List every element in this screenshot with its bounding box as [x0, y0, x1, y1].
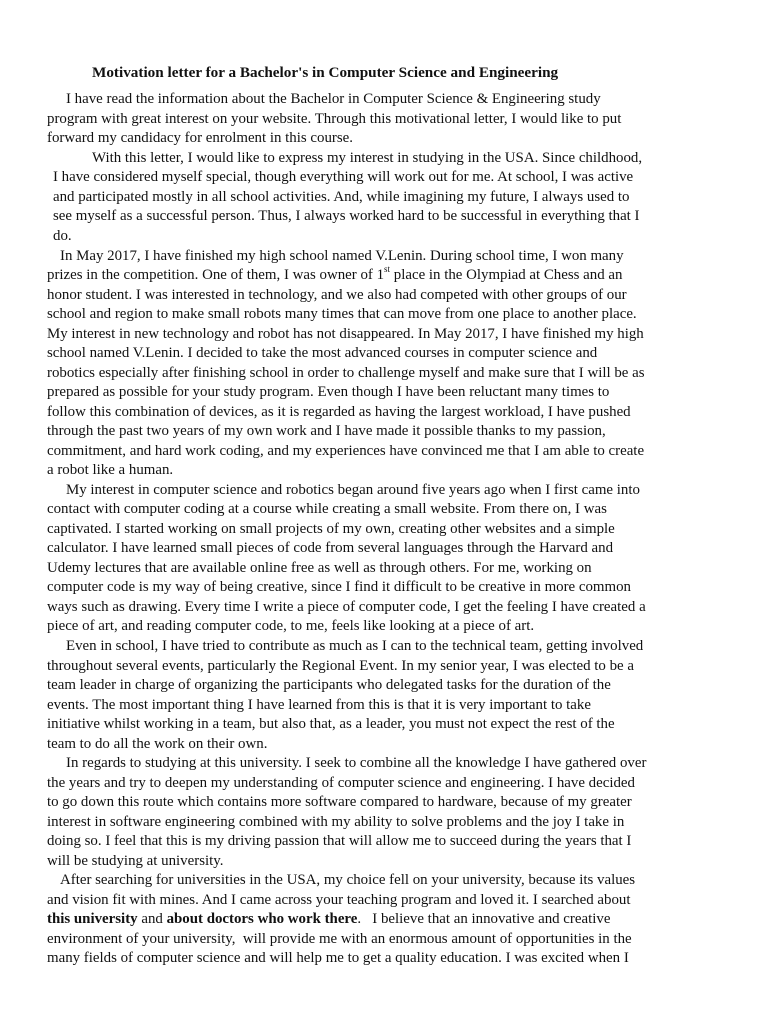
p5-line-6: team to do all the work on their own. [47, 736, 268, 752]
p4-line-3: captivated. I started working on small projects of my own, creating other websites and a simple [47, 521, 615, 537]
p7-line-3 [47, 910, 610, 930]
p5-line-2: throughout several events, particularly the Regional Event. In my senior year, I was elected to be a [47, 658, 634, 674]
p3-line-11: commitment, and hard work coding, and my experiences have convinced me that I am able to create [47, 443, 645, 459]
p6-line-1: In regards to studying at this university. I seek to combine all the knowledge I have gathered over [66, 755, 647, 771]
p6-line-6: will be studying at university. [47, 853, 224, 869]
p4-line-8: piece of art, and reading computer code, to me, feels like looking at a piece of art. [47, 618, 535, 634]
p1-line-2: program with great interest on your website. Through this motivational letter, I would like to put [47, 111, 622, 127]
p2-line-2: I have considered myself special, though everything will work out for me. At school, I was active [53, 169, 634, 185]
ordinal-superscript: st [384, 264, 391, 274]
letter-title: Motivation letter for a Bachelor's in Computer Science and Engineering [92, 64, 559, 81]
p3-line-9: follow this combination of devices, as it is regarded as having the largest workload, I have pushed [47, 404, 631, 420]
p6-line-2: the years and try to deepen my understanding of computer science and engineering. I have decided [47, 775, 635, 791]
p2-line-4: see myself as a successful person. Thus, I always worked hard to be successful in everything that I [53, 208, 640, 224]
p6-line-4: interest in software engineering combined with my ability to solve problems and the joy I take in [47, 814, 625, 830]
p2-line-5: do. [53, 228, 72, 244]
p7-line-3-mid: and [137, 911, 167, 927]
p4-line-1: My interest in computer science and robotics began around five years ago when I first came into [66, 482, 640, 498]
p2-line-1: With this letter, I would like to express my interest in studying in the USA. Since childhood, [92, 150, 643, 166]
p3-line-8: prepared as possible for your study program. Even though I have been reluctant many times to [47, 384, 610, 400]
p7-line-3-post: . I believe that an innovative and creative [357, 911, 611, 927]
p3-line-6: school named V.Lenin. I decided to take the most advanced courses in computer science and [47, 345, 598, 361]
p4-line-2: contact with computer coding at a course while creating a small website. From there on, I was [47, 501, 607, 517]
p1-line-3: forward my candidacy for enrolment in this course. [47, 130, 353, 146]
p4-line-4: calculator. I have learned small pieces of code from several languages through the Harvard and [47, 540, 614, 556]
p7-line-1: After searching for universities in the USA, my choice fell on your university, because its values [60, 872, 636, 888]
p3-line-2 [47, 266, 622, 286]
bold-phrase-doctors: about doctors who work there [166, 911, 358, 927]
p5-line-4: events. The most important thing I have learned from this is that it is very important to take [47, 697, 591, 713]
p5-line-5: initiative whilst working in a team, but also that, as a leader, you must not expect the rest of the [47, 716, 615, 732]
p3-line-2-pre: prizes in the competition. One of them, I was owner of 1 [47, 267, 385, 283]
p5-line-1: Even in school, I have tried to contribute as much as I can to the technical team, getting involved [66, 638, 644, 654]
p3-line-7: robotics especially after finishing school in order to challenge myself and make sure that I will be as [47, 365, 645, 381]
p6-line-5: doing so. I feel that this is my driving passion that will allow me to succeed during the years that I [47, 833, 632, 849]
p4-line-6: computer code is my way of being creative, since I find it difficult to be creative in more common [47, 579, 631, 595]
p3-line-5: My interest in new technology and robot has not disappeared. In May 2017, I have finished my high [47, 326, 644, 342]
p3-line-3: honor student. I was interested in technology, and we also had competed with other groups of our [47, 287, 627, 303]
p7-line-4: environment of your university, will provide me with an enormous amount of opportunities in the [47, 931, 632, 947]
p4-line-5: Udemy lectures that are available online free as well as through others. For me, working on [47, 560, 592, 576]
p7-line-2: and vision fit with mines. And I came across your teaching program and loved it. I searched about [47, 892, 631, 908]
p3-line-1: In May 2017, I have finished my high school named V.Lenin. During school time, I won many [60, 248, 624, 264]
p2-line-3: and participated mostly in all school activities. And, while imagining my future, I always used to [53, 189, 630, 205]
p4-line-7: ways such as drawing. Every time I write a piece of computer code, I get the feeling I have created a [47, 599, 646, 615]
p3-line-4: school and region to make small robots many times that can move from one place to another place. [47, 306, 637, 322]
p5-line-3: team leader in charge of organizing the participants who delegated tasks for the duration of the [47, 677, 611, 693]
bold-phrase-this-university: this university [47, 911, 138, 927]
p6-line-3: to go down this route which contains more software compared to hardware, because of my greater [47, 794, 632, 810]
p3-line-10: through the past two years of my own work and I have made it possible thanks to my passion, [47, 423, 606, 439]
p3-line-2-post: place in the Olympiad at Chess and an [390, 267, 623, 283]
p1-line-1: I have read the information about the Bachelor in Computer Science & Engineering study [66, 91, 601, 107]
p7-line-5: many fields of computer science and will help me to get a quality education. I was excited when I [47, 950, 629, 966]
p3-line-12: a robot like a human. [47, 462, 174, 478]
